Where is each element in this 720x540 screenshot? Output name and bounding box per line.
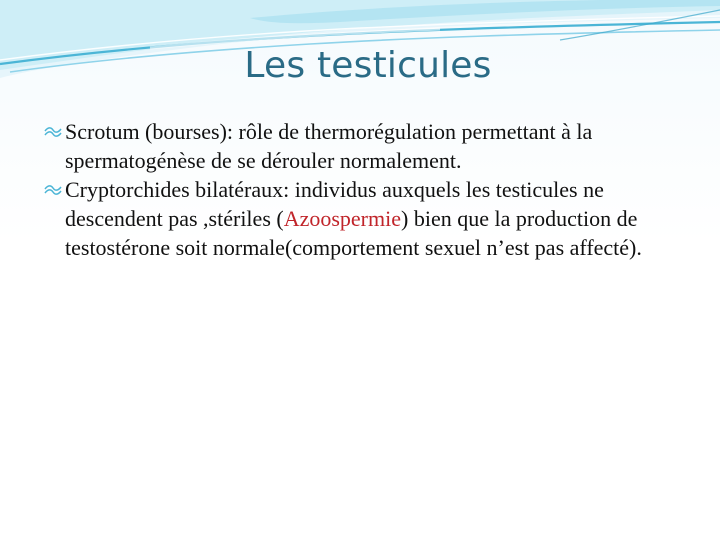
bullet-item-cryptorchides <box>44 175 684 262</box>
bullet-item-scrotum <box>44 117 684 175</box>
bullet-text-cryptorchides-before: Cryptorchides bilatéraux: individus auxquels les testicules ne descendent pas ,stériles ( <box>65 177 604 231</box>
double-wave-bullet-icon <box>44 184 62 196</box>
double-wave-bullet-icon <box>44 126 62 138</box>
bullet-list <box>44 117 684 262</box>
slide-title: Les testicules <box>244 45 492 86</box>
bullet-text-scrotum: Scrotum (bourses): rôle de thermorégulation permettant à la spermatogénèse de se dérouler normalement. <box>65 119 593 173</box>
bullet-text-cryptorchides-after: ) bien que la production de testostérone soit normale(comportement sexuel n’est pas affecté). <box>65 206 642 260</box>
highlight-azoospermie: Azoospermie <box>283 206 401 231</box>
